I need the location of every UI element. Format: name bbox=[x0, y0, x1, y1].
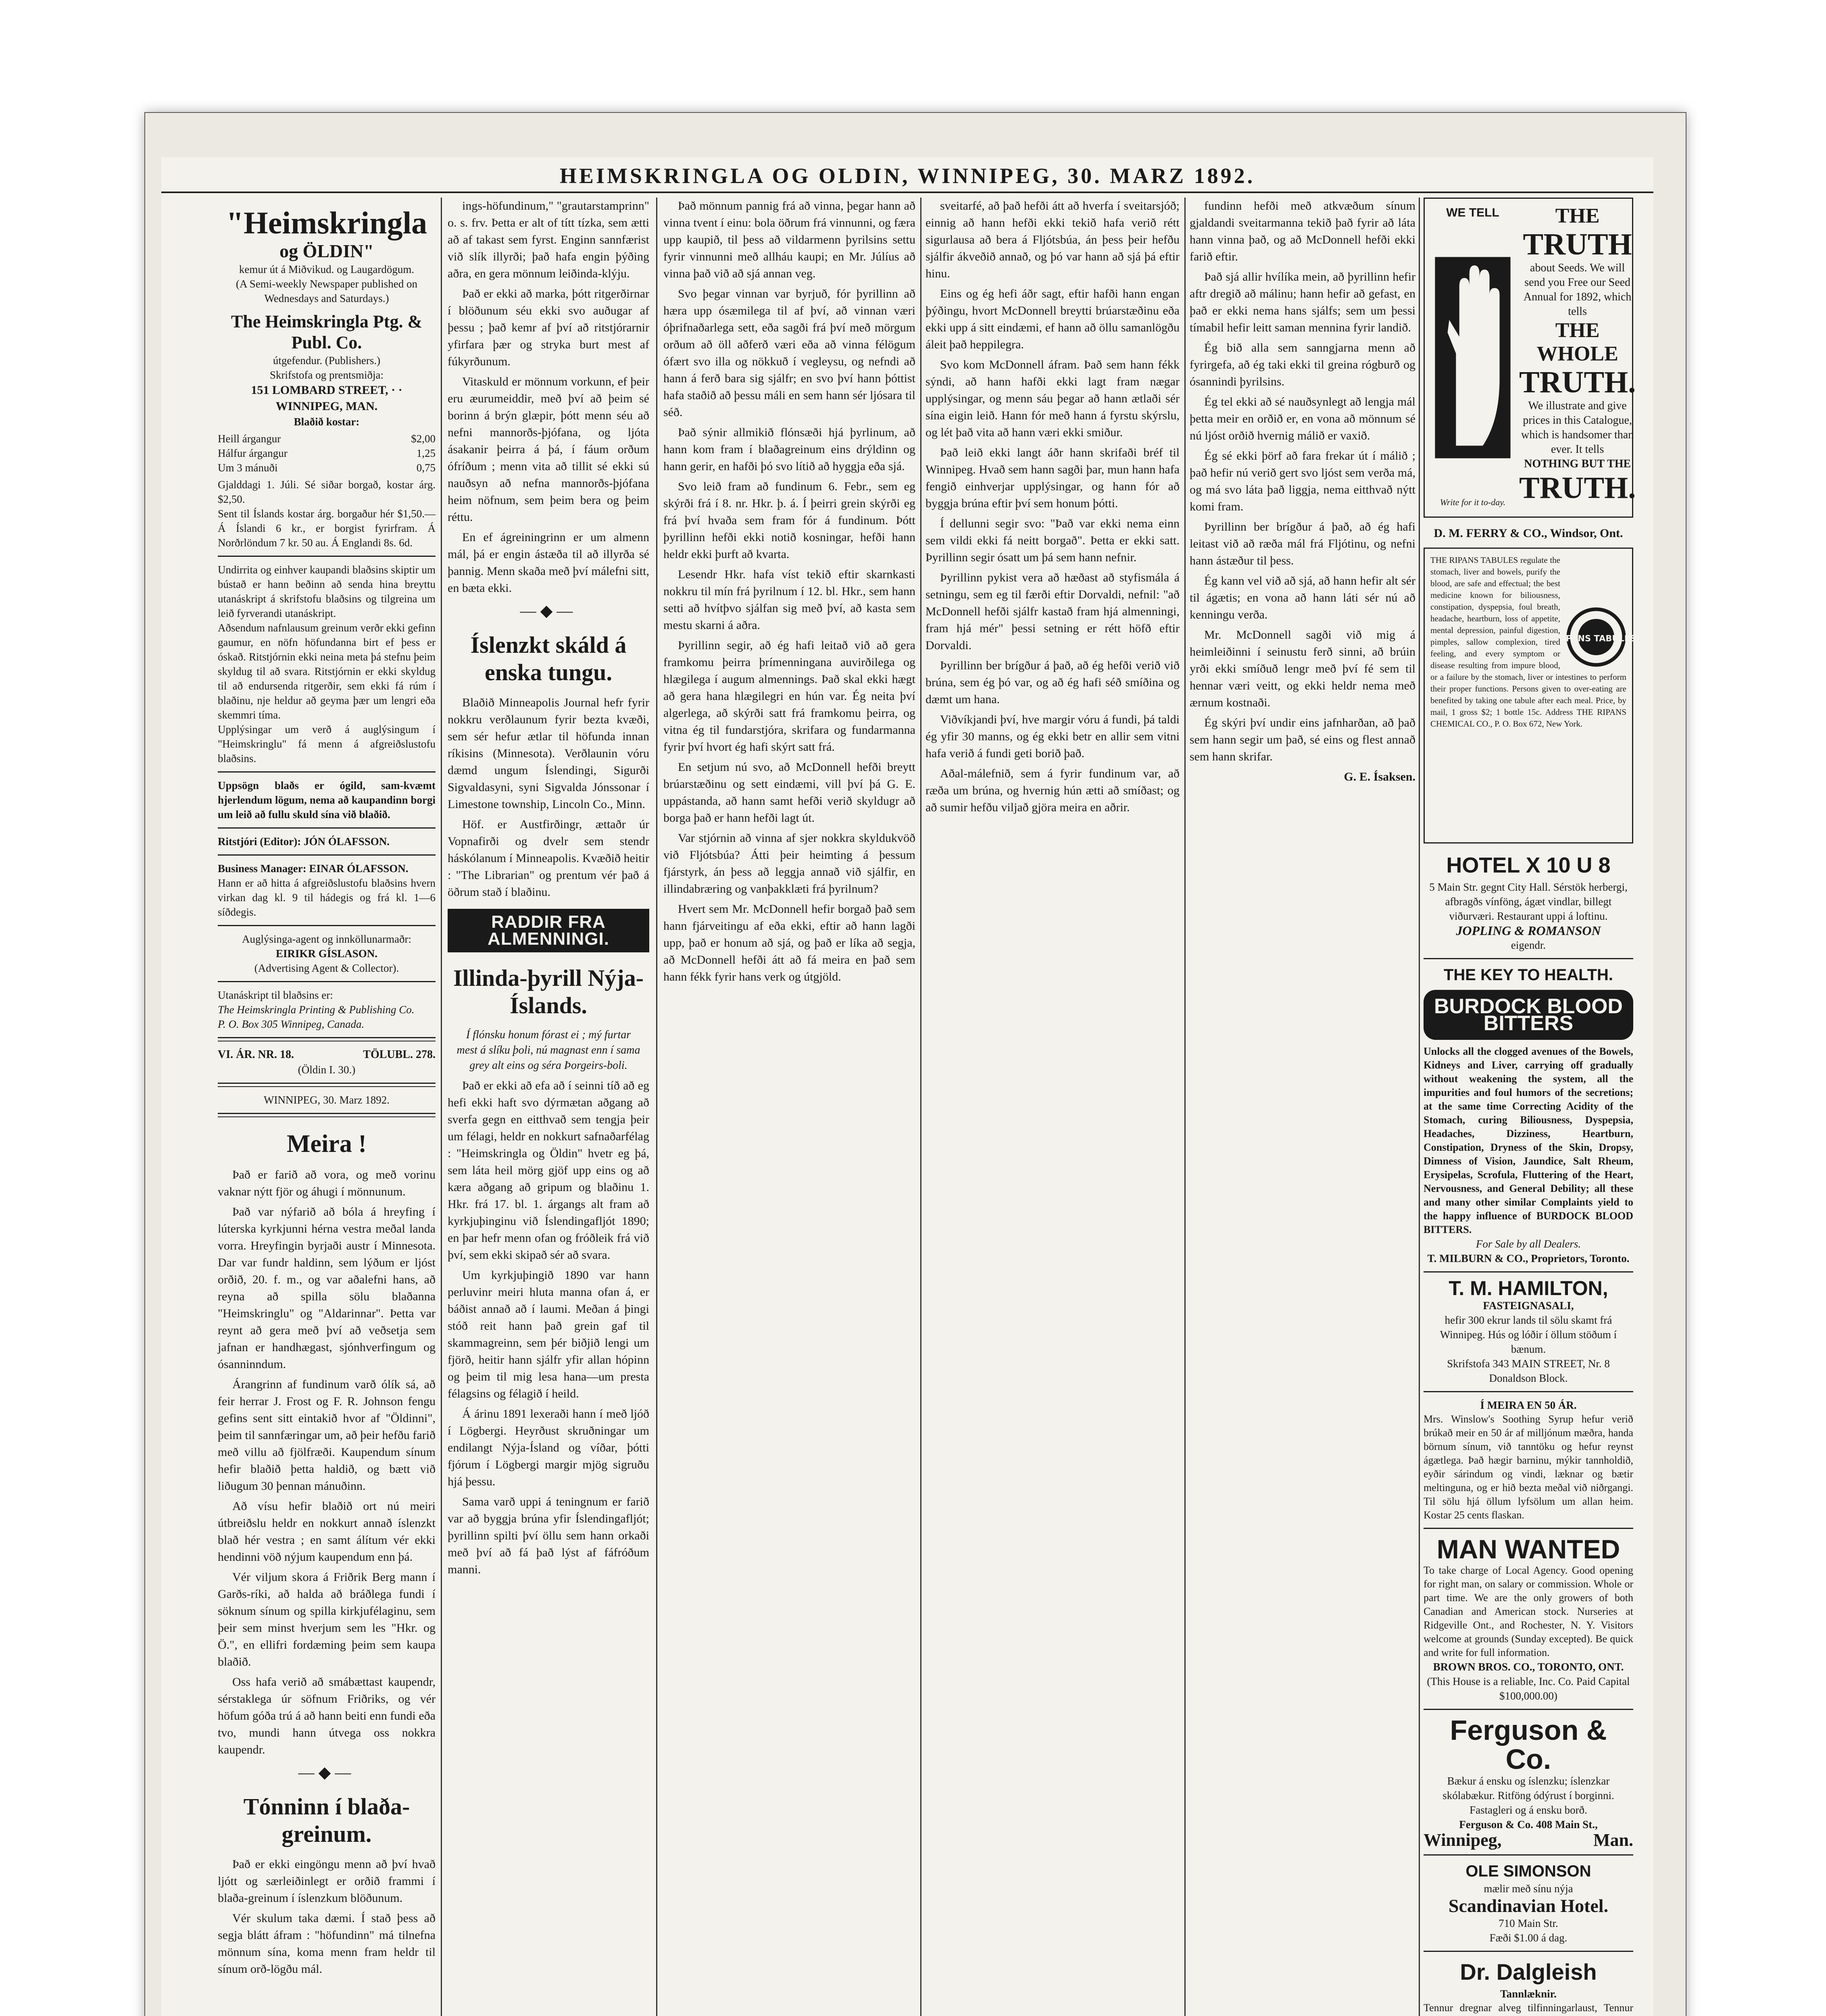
article-signature: G. E. Ísaksen. bbox=[1344, 770, 1415, 783]
ad-hotel-body: 5 Main Str. gegnt City Hall. Sérstök herbergi, afbragðs vínföng, ágæt vindlar, billegt viðurværi. Restaurant uppi á loftinu. bbox=[1429, 881, 1628, 922]
ripans-seal-icon bbox=[1556, 607, 1636, 667]
ads-notice: Upplýsingar um verð á auglýsingum í "Heimskringlu" fá menn á afgreiðslustofu blaðsins. bbox=[218, 723, 436, 764]
divider bbox=[218, 771, 436, 773]
ad-man-wanted-title: MAN WANTED bbox=[1436, 1534, 1620, 1564]
article-paragraph: Það sjá allir hvílíka mein, að þyrillinn hefir aftr dregið að málinu; hann hefir að gefast, en það er ekki nema hans sjálfs; sem um þessi tímabil hefir leitt saman mennina fyrir landið. bbox=[1190, 270, 1415, 334]
article-paragraph: Það er farið að vora, og með vorinu vaknar nýtt fjör og áhugi í mönnunum. bbox=[218, 1168, 436, 1198]
ad-meira-title: Í MEIRA EN 50 ÁR. bbox=[1480, 1399, 1577, 1411]
address-change-notice: Undirrita og einhver kaupandi blaðsins skiptir um bústað er hann beðinn að senda hina breyttu utanáskript á skrifstofu blaðsins og tilgreina um leið fyrverandi utanáskript. bbox=[218, 564, 436, 619]
article-paragraph: Svo þegar vinnan var byrjuð, fór þyrillinn að hæra upp ósæmilega til af því, að vinnan væri óþrifnaðarlega sett, eða sagði frá því með mörgum orðum að öll aðferð væri eða að vinna félögum ófært svo illa og nökkuð í vegleysu, og nefndi að hann á ferð bara sig sjálfr; en svo því hann þóttist hafa staðið að þessu máli en sem hann sér ljósara til séð. bbox=[663, 287, 915, 419]
ad-simonson-price: Fæði $1.00 á dag. bbox=[1489, 1932, 1568, 1944]
manager-hours: Hann er að hitta á afgreiðslustofu blaðsins hvern virkan dag kl. 9 til hádegis og frá kl. 1—6 síðdegis. bbox=[218, 877, 436, 918]
cancellation-notice: Uppsögn blaðs er ógild, sam-kvæmt hjerlendum lögum, nema að kaupandinn borgi um leið að fullu skuld sína við blaðið. bbox=[218, 779, 436, 821]
ad-hotel-title: HOTEL X 10 U 8 bbox=[1446, 853, 1611, 877]
ad-ripans-text: THE RIPANS TABULES regulate the stomach, liver and bowels, purify the blood, are safe and effectual; the best medicine known for biliousness, constipation, dyspepsia, foul breath, headache, heartburn, loss of appetite, mental depression, painful digestion, pimples, sallow complexion, tired feeling, and every symptom or disease resulting from impure blood, or a failure by the stomach, liver or intestines to perform their proper functions. Persons given to over-eating are benefited by taking one tabule after each meal. Price, by mail, 1 gross $2; 1 bottle 15c. Address THE RIPANS CHEMICAL CO., P. O. Box 672, New York. bbox=[1430, 555, 1626, 729]
divider bbox=[1424, 958, 1633, 959]
article-headline-illinda: Illinda-þyrill Nýja-Íslands. bbox=[453, 965, 644, 1018]
divider bbox=[1424, 1709, 1633, 1710]
price-label: Blaðið kostar: bbox=[294, 416, 360, 428]
ad-we-tell: WE TELL bbox=[1446, 206, 1499, 219]
issue-row bbox=[218, 1047, 436, 1062]
agent-label: Auglýsinga-agent og innköllunarmaðr: bbox=[242, 933, 411, 945]
article-headline-islenzkt: Íslenzkt skáld á enska tungu. bbox=[470, 632, 627, 685]
ad-simonson-hotel: Scandinavian Hotel. bbox=[1448, 1895, 1609, 1916]
article-paragraph: Lesendr Hkr. hafa víst tekið eftir skarnkasti nokkru til mín frá þyrilnum í 12. bl. Hkr., sem hann setti að hvítþvo sjálfan sig með því, að kasta sem mestu skarni á aðra. bbox=[663, 568, 915, 632]
divider bbox=[218, 925, 436, 926]
article-paragraph: Hvert sem Mr. McDonnell hefir borgað það sem hann fjárveitingu af eða ekki, eftir að hann lagði upp, það er honum að sjá, og það er líka að segja, að McDonnell hefði átt að fá meira en það sem hann fékk fyrir hans verk og útgjöld. bbox=[663, 902, 915, 983]
masthead-frequency-en: (A Semi-weekly Newspaper published on Wednesdays and Saturdays.) bbox=[236, 278, 417, 304]
article-paragraph: Ég tel ekki að sé nauðsynlegt að lengja mál þetta meir en orðið er, en vona að mönnum sé nú ljóst orðið hvernig málið er vaxið. bbox=[1190, 395, 1415, 442]
mail-line-1: The Heimskringla Printing & Publishing Co. bbox=[218, 1004, 415, 1016]
ad-hamilton-name: T. M. HAMILTON, bbox=[1449, 1277, 1608, 1300]
agent-name: EIRIKR GÍSLASON. bbox=[275, 948, 378, 960]
svg-text:RIPANS TABULES: RIPANS TABULES bbox=[1556, 633, 1636, 644]
article-paragraph: Mr. McDonnell sagði við mig á heimleiðinni í seinustu ferð sinni, að brúin yrði ekki smíðuð lengr með því fé sem til hennar væri veitt, og ekki heldr nema með ærnum kostnaði. bbox=[1190, 628, 1415, 709]
ad-ferry-seeds bbox=[1424, 198, 1636, 518]
article-paragraph: ings-höfundinum," "grautarstamprinn" o. s. frv. Þetta er alt of títt tízka, sem ætti að af takast sem fyrst. Enginn sannfærist við slík illyrði; það hafa engin þýðing aðra, en gera mönnum leiðinda-klýju. bbox=[448, 199, 649, 280]
column-1 bbox=[218, 198, 436, 2016]
article-paragraph: Blaðið Minneapolis Journal hefr fyrir nokkru verðlaunum fyrir bezta kvæði, sem sér hefur ætlar til höfunda innan ríkisins (Minnesota). Verðlaunin vóru dæmd ungum Íslendingi, Sigurði Sigvaldasyni, syni Sigvalda Jónssonar í Limestone township, Lincoln Co., Minn. bbox=[448, 696, 649, 811]
article-paragraph: Ég sé ekki þörf að fara frekar út í málið ; það hefir nú verið gert svo ljóst sem verða má, og má svo láta það liggja, nema eitthvað nýtt komi fram. bbox=[1190, 449, 1415, 513]
ad-ferguson-body: Bækur á ensku og íslenzku; íslenzkar skólabækur. Ritföng ódýrust í borginni. Fastagleri og á ensku borð. bbox=[1442, 1775, 1614, 1816]
dateline: WINNIPEG, 30. Marz 1892. bbox=[264, 1094, 390, 1106]
divider bbox=[218, 854, 436, 856]
article-paragraph: En ef ágreiningrinn er um almenn mál, þá er engin ástæða til að illyrða sé þannig. Menn skaða með því málefni sitt, en bæta ekki. bbox=[448, 531, 649, 595]
ad-truth-text: THE TRUTH about Seeds. We will send you Free our Seed Annual for 1892, which tells THE WHOLE TRUTH. We illustrate and give prices in this Catalogue, which is handsomer than ever. It tells NOTHING BUT THE TRUTH. bbox=[1519, 204, 1636, 505]
ad-hotel-owners-sub: eigendr. bbox=[1511, 939, 1546, 951]
article-headline-meira: Meira ! bbox=[287, 1130, 367, 1158]
article-paragraph: Árangrinn af fundinum varð ólík sá, að feir herrar J. Frost og F. R. Johnson fengu gefins sent sitt eintakið hvor af "Öldinni", þeim til sannfæringar um, að þeir hefðu farið með villu að fjölfræði. Kaupendum sínum hefir blaðið þetta haldið, og bætt við liðugum 30 þennan mánuðinn. bbox=[218, 1378, 436, 1493]
issue-sub: (Öldin I. 30.) bbox=[298, 1064, 356, 1076]
ad-man-wanted-note: (This House is a reliable, Inc. Co. Paid Capital $100,000.00) bbox=[1427, 1675, 1630, 1702]
column-rule bbox=[920, 198, 921, 2016]
ad-hamilton-body: hefir 300 ekrur lands til sölu skamt frá Winnipeg. Hús og lóðir í öllum stöðum í bænum. bbox=[1440, 1314, 1617, 1355]
ad-key-to-health: THE KEY TO HEALTH. bbox=[1443, 966, 1613, 984]
ad-hand-illustration bbox=[1430, 204, 1515, 511]
article-paragraph: Þyrillinn ber brígður á það, að ég hafi leitast við að ræða mál frá Fljótinu, og nefni hann ástæður til þess. bbox=[1190, 520, 1415, 567]
ad-man-wanted-body: To take charge of Local Agency. Good opening for right man, on salary or commission. Whole or part time. We are the only growers of both Canadian and American stock. Nurseries at Ridgeville Ont., and Rochester, N. Y. Visitors welcome at grounds (Sunday excepted). Be quick and write for full information. bbox=[1424, 1564, 1633, 1658]
article-paragraph: Á árinu 1891 lexeraði hann í með ljóð í Lögbergi. Heyrðust skruðningar um endilangt Nýja-Ísland og víðar, þótti fjórum í Lögbergi margir mjög sigruðu hjá þessu. bbox=[448, 1407, 649, 1488]
divider bbox=[218, 827, 436, 829]
article-paragraph: Aðal-málefnið, sem á fyrir fundinum var, að ræða um brúna, og hvernig hún ætti að smíðast; og að sumir hefðu viljað gjöra meira en aðrir. bbox=[926, 767, 1180, 814]
article-paragraph: Það er ekki að efa að í seinni tíð að eg hefi ekki haft svo dýrmætan aðgang að sverfa gegn en eitthvað sem tengja þeir um félagi, heldr en nokkurt safnaðarfélag : "Heimskringla og Öldin" hvetr eg þá, sem láta heil mörg gjöf upp eins og að kæra aðgang að gripum og blaðinu 1. Hkr. frá 17. bl. 1. árgangs alt fram að kyrkjuþinginu við Íslendingafljót 1890; en þar hefr menn ofan og fróðleik frá við því, sem ekki skipað sér að svara. bbox=[448, 1079, 649, 1262]
masthead-subtitle: og ÖLDIN" bbox=[279, 241, 374, 261]
column-rule bbox=[441, 198, 442, 2016]
divider bbox=[1424, 1271, 1633, 1272]
price-row: Hálfur árgangur 1,25 bbox=[218, 447, 436, 459]
column-rule bbox=[1184, 198, 1186, 2016]
article-paragraph: Ég skýri því undir eins jafnharðan, að það sem hann segir um það, sé eins og flest annað sem hann skrifar. bbox=[1190, 716, 1415, 763]
ad-hamilton-address: Skrifstofa 343 MAIN STREET, Nr. 8 Donaldson Block. bbox=[1447, 1358, 1610, 1384]
divider bbox=[218, 981, 436, 982]
abroad-terms: Sent til Íslands kostar árg. borgaður hér $1,50.—Á Íslandi 6 kr., er borgist fyrirfram. Á Norðrlöndum 7 kr. 50 au. Á Englandi 8s. 6d. bbox=[218, 508, 436, 549]
ad-bitters-logo: BURDOCK BLOOD BITTERS bbox=[1424, 990, 1633, 1040]
ad-hamilton bbox=[1424, 1278, 1633, 1385]
ad-man-wanted-maker: BROWN BROS. CO., TORONTO, ONT. bbox=[1433, 1661, 1624, 1673]
article-paragraph: Að vísu hefir blaðið ort nú meiri útbreiðslu heldr en nokkurt annað íslenzkt blað hér vestra ; en samt álítum vér ekki hendinni vöð nýjum kaupendum enn þá. bbox=[218, 1500, 436, 1564]
running-head: HEIMSKRINGLA OG OLDIN, WINNIPEG, 30. MARZ 1892. bbox=[161, 163, 1653, 193]
column-6-ads bbox=[1424, 198, 1636, 2016]
divider bbox=[218, 1037, 436, 1041]
ad-write-today: Write for it to-day. bbox=[1440, 497, 1506, 507]
article-paragraph: Eins og ég hefi áðr sagt, eftir hafði hann engan þýðingu, hvort McDonnell breytti brúarstæðinu eða ekki upp á sitt eindæmi, ef hann að öllu samanlögðu áleit það heppilegra. bbox=[926, 287, 1180, 351]
ad-simonson-sub: mælir með sínu nýja bbox=[1484, 1883, 1573, 1895]
ad-bitters-body: Unlocks all the clogged avenues of the Bowels, Kidneys and Liver, carrying off gradually without weakening the system, all the impurities and foul humors of the secretions; at the same time Correcting Acidity of the Stomach, curing Biliousness, Dyspepsia, Headaches, Dizziness, Heartburn, Constipation, Dryness of the Skin, Dropsy, Dimness of Vision, Jaundice, Salt Rheum, Erysipelas, Scrofula, Fluttering of the Heart, Nervousness, and General Debility; all these and many other similar Complaints yield to the happy influence of BURDOCK BLOOD BITTERS. bbox=[1424, 1045, 1633, 1235]
agent-sub: (Advertising Agent & Collector). bbox=[254, 962, 399, 974]
office-address: 151 LOMBARD STREET, · · WINNIPEG, MAN. bbox=[251, 383, 402, 413]
divider bbox=[1424, 1951, 1633, 1952]
column-3 bbox=[663, 198, 915, 2016]
article-paragraph: Vér viljum skora á Friðrik Berg mann í Garðs-ríki, að halda að bráðlega fundi í söknum sínum og spilla kirkjufélaginu, sem þeir sem minst hverjum sem les "Hkr. og Ö.", en ellifri fordæming þeim sem kaupa blaðið. bbox=[218, 1570, 436, 1668]
article-paragraph: Það er ekki eingöngu menn að því hvað ljótt og særleiðinlegt er orðið frammi í blaða-greinum í íslenzkum blöðunum. bbox=[218, 1858, 436, 1905]
column-4 bbox=[926, 198, 1180, 2016]
section-banner: RADDIR FRA ALMENNINGI. bbox=[448, 909, 649, 952]
price-row: Heill árgangur $2,00 bbox=[218, 433, 436, 445]
article-paragraph: Sama varð uppi á teningnum er farið var að byggja brúna yfir Íslendingafljót; þyrillinn spilti því öllu sem hann orkaði með því að fá það lýst af fáfróðum manni. bbox=[448, 1495, 649, 1576]
article-paragraph: Oss hafa verið að smábættast kaupendr, sérstaklega úr söfnum Friðriks, og vér höfum góða trú á að hann beiti enn fundi eða tvo, mundi hann útvega oss nokkra kaupendr. bbox=[218, 1675, 436, 1756]
ad-hotel bbox=[1424, 851, 1633, 952]
price-row: Um 3 mánuði 0,75 bbox=[218, 462, 436, 474]
raised-hand-icon bbox=[1430, 253, 1515, 462]
article-paragraph: Viðvíkjandi því, hve margir vóru á fundi, þá taldi ég yfir 30 manns, og ég ekki betr en allir sem vitni hafa verið á fundi geti borið það. bbox=[926, 713, 1180, 760]
ornament-divider: —◆— bbox=[520, 602, 577, 620]
ad-hotel-owners: JOPLING & ROMANSON bbox=[1456, 923, 1601, 938]
issue-number: TÖLUBL. 278. bbox=[363, 1048, 436, 1061]
ad-ferguson-city-row: Winnipeg, Man. bbox=[1424, 1830, 1633, 1850]
ad-dalgleish-sub: Tannlæknir. bbox=[1500, 1988, 1557, 2000]
ad-ferguson-name: Ferguson & Co. bbox=[1450, 1714, 1607, 1775]
article-paragraph: Ég kann vel við að sjá, að hann hefir alt sér til ágætis; en vona að hann láti sér nú að kenningu verða. bbox=[1190, 574, 1415, 621]
ad-ferguson-address: Ferguson & Co. 408 Main St., bbox=[1459, 1818, 1598, 1831]
ad-ferry-address: D. M. FERRY & CO., Windsor, Ont. bbox=[1434, 527, 1623, 540]
manager-line: Business Manager: EINAR ÓLAFSSON. bbox=[218, 862, 409, 875]
publisher-sub: útgefendur. (Publishers.) bbox=[273, 354, 381, 367]
article-paragraph: Um kyrkjuþingið 1890 var hann perluvinr meiri hluta manna ofan á, er báðist annað að í laumi. Meðan á þingi stóð reit hann það grein gaf til skammagreinn, sem þér biðjið lengi um fjörð, heitir hann sjálfr yfir allan hópinn og þeim til mig lesa hana—um presta félagsins og félagið í heild. bbox=[448, 1268, 649, 1400]
masthead-frequency: kemur út á Miðvikud. og Laugardögum. bbox=[239, 263, 415, 275]
article-paragraph: Svo kom McDonnell áfram. Það sem hann fékk sýndi, að hann hafði ekki lagt fram nægar upplýsingar, og menn sáu þegar að hann ætlaði sér sína eigin leið. Hann fór með hann á fyrstu skýrslu, og lét það vita að hann væri ekki smiður. bbox=[926, 358, 1180, 439]
publisher-name: The Heimskringla Ptg. & Publ. Co. bbox=[231, 312, 423, 352]
article-paragraph: Það sýnir allmikið flónsæði hjá þyrlinum, að hann kom fram í blaðagreinum eins drýldinn og hann gerir, en hafði þó svo lítið að hyggja eða sjá. bbox=[663, 426, 915, 473]
article-paragraph: Í dellunni segir svo: "Það var ekki nema einn sem vildi ekki fá neitt borgað". Þetta er ekki satt. Þyrillinn segir ósatt um þá sem hann nefnir. bbox=[926, 517, 1180, 564]
divider bbox=[218, 556, 436, 557]
ad-ferguson bbox=[1424, 1716, 1633, 1849]
ad-burdock-bitters bbox=[1424, 965, 1633, 1266]
editor-line: Ritstjóri (Editor): JÓN ÓLAFSSON. bbox=[218, 835, 390, 848]
article-paragraph: En setjum nú svo, að McDonnell hefði breytt brúarstæðinu og sett eindæmi, vill því þá G. E. uppástanda, að hann samt hefði verið skyldugr að borga það er hann hefði lagt út. bbox=[663, 760, 915, 825]
article-paragraph: Ég bið alla sem sanngjarna menn að fyrirgefa, að ég taki ekki til greina rógburð og ósannindi þyrilsins. bbox=[1190, 341, 1415, 388]
divider bbox=[218, 1083, 436, 1087]
ad-meira-body: Mrs. Winslow's Soothing Syrup hefur verið brúkað meir en 50 ár af milljónum mæðra, handa börnum sínum, við tanntöku og hefur reynst ágætlega. Það hægir barninu, mýkir tannholdið, eyðir sárindum og vindi, læknar og bætir meltinguna, og er hið bezta meðal við niðrgangi. Til sölu hjá öllum lyfsölum um allan heim. Kostar 25 cents flaskan. bbox=[1424, 1413, 1633, 1521]
article-paragraph: Þyrillinn segir, að ég hafi leitað við að gera framkomu þeirra þrímenningana auvirðilega og hlægilega í augum almennings. Það skal ekki hægt að gera hana hlægilegri en hún var. Ég neita því algerlega, að skýrði satt frá framkomu þeirra, og vitna ég til fundarstjóra, skrifara og fundarmanna fyrir því hvort ég hafi skýrt satt frá. bbox=[663, 639, 915, 754]
mail-label: Utanáskript til blaðsins er: bbox=[218, 989, 333, 1001]
article-paragraph: Það mönnum pannig frá að vinna, þegar hann að vinna tvent í einu: bola öðrum frá vinnunni, og færa upp kaupið, til þess að vildarmenn þyrilsins settu fyrir vinnunni með allháu kaupi; en Mr. Júlíus að vinna það við að sjá annan veg. bbox=[663, 199, 915, 280]
column-5 bbox=[1190, 198, 1415, 2016]
price-table bbox=[218, 431, 436, 475]
ad-simonson-address: 710 Main Str. bbox=[1499, 1917, 1558, 1929]
column-rule bbox=[1419, 198, 1420, 2016]
divider bbox=[218, 1113, 436, 1117]
article-paragraph: Það er ekki að marka, þótt ritgerðirnar í blöðunum séu ekki svo auðugar af þessu ; það kemr af því að ritstjórarnir yfirfara þær og stryka burt mest af fúkyrðunum. bbox=[448, 287, 649, 368]
article-paragraph: Vitaskuld er mönnum vorkunn, ef þeir eru æurumeiddir, með því að þeim sé borinn á brýn glæpir, þótt menn séu að nefni mannorðs-þjófana, og ljóta ásakanir þeirra á þá, í fáum orðum ófríðum ; menn vita að tillit sé ekki sú nauðsyn að nefna mannorðs-þjófana heim nöfnum, sem þeim bera og þeim réttu. bbox=[448, 375, 649, 524]
ad-dalgleish-name: Dr. Dalgleish bbox=[1460, 1959, 1597, 1985]
article-paragraph: fundinn hefði með atkvæðum sínum gjaldandi sveitarmanna tekið það fyrir að láta hann vinna það, og að McDonnell hefði ekki farið eftir. bbox=[1190, 199, 1415, 263]
article-paragraph: sveitarfé, að það hefði átt að hverfa í sveitarsjóð; einnig að hann hefði ekki tekið hafa verið rétt sigurlausa að bera á Fljótsbúa, án þess þeir hefðu sjálfir ákveðið annað, og þó var hann að sjá þá eftir hinu. bbox=[926, 199, 1180, 280]
masthead-title: "Heimskringla bbox=[226, 205, 427, 240]
article-paragraph: Svo leið fram að fundinum 6. Febr., sem eg skýrði frá í 8. nr. Hkr. þ. á. Í þeirri grein skýrði eg frá því hvaða sem fram fór á fundinum. Þótt þyrillinn hefði ekki notið kosningar, hefði hann heldr ekki þurft að kvarta. bbox=[663, 480, 915, 561]
article-paragraph: Það leið ekki langt áðr hann skrifaði bréf til Winnipeg. Hvað sem hann sagði þar, mun hann hafa fengið einhverjar upplýsingar, og hann fór að byggja brúna eftir því sem honum þótti. bbox=[926, 446, 1180, 510]
mail-line-2: P. O. Box 305 Winnipeg, Canada. bbox=[218, 1018, 365, 1030]
article-paragraph: Vér skulum taka dæmi. Í stað þess að segja blátt áfram : "höfundinn" má tilnefna mönnum sína, koma menn fram heldr til sínum orð-lögðu mál. bbox=[218, 1912, 436, 1976]
article-headline-tonninn: Tónninn í blaða-greinum. bbox=[243, 1793, 410, 1847]
payment-terms: Gjalddagi 1. Júli. Sé siðar borgað, kostar árg. $2,50. bbox=[218, 479, 436, 505]
ad-hamilton-sub: FASTEIGNASALI, bbox=[1483, 1300, 1574, 1312]
divider bbox=[1424, 1391, 1633, 1392]
masthead bbox=[218, 206, 436, 429]
ad-bitters-sale: For Sale by all Dealers. bbox=[1476, 1238, 1581, 1250]
ornament-divider: —◆— bbox=[298, 1763, 355, 1781]
divider bbox=[1424, 1854, 1633, 1856]
article-paragraph: Þyrillinn ber brígður á það, að ég hefði verið við brúna, sem ég þó var, og að ég hafi séð smíðina og dæmt um hana. bbox=[926, 659, 1180, 706]
ad-meira-en-50 bbox=[1424, 1398, 1633, 1522]
office-label: Skrifstofa og prentsmiðja: bbox=[270, 369, 384, 381]
article-paragraph: Var stjórnin að vinna af sjer nokkra skyldukvöð við Fljótsbúa? Átti þeir heimting á þessum fjárstyrk, án þess að leggja annað við sjálfir, en illindabræring og vanþakklæti frá þyrilnum? bbox=[663, 831, 915, 896]
ad-dalgleish bbox=[1424, 1958, 1633, 2016]
column-rule bbox=[656, 198, 657, 2016]
ad-man-wanted bbox=[1424, 1535, 1633, 1703]
ad-ripans-tabules bbox=[1424, 548, 1636, 843]
article-paragraph: Það var nýfarið að bóla á hreyfing í lúterska kyrkjunni hérna vestra meðal landa vorra. Hreyfingin byrjaði austr í Minnesota. Dar var fundr haldinn, sem lýðum er ljóst orðið, 20. f. m., og var aðalefni hans, að reyna að spilla sölu blaðanna "Heimskringlu" og "Aldarinnar". Þetta var reynt að gera með því að veðsetja sem jafnan er handhægast, sjónhverfingum og ósanninndum. bbox=[218, 1205, 436, 1371]
ad-simonson-name: OLE SIMONSON bbox=[1465, 1862, 1591, 1880]
verse-epigraph: Í flónsku honum fórast ei ; mý furtar mest á slíku þoli, nú magnast enn í sama grey alt eins og séra Þorgeirs-boli. bbox=[456, 1029, 640, 1072]
article-paragraph: Þyrillinn pykist vera að hæðast að styfismála á setningu, sem eg til færði eftir Dorvaldi, nefnil: "að McDonnell hefði sjálfr kastað fram hjá almenningi, fram hjá mér" þessi setning er rétt höfð eftir Dorvaldi. bbox=[926, 571, 1180, 652]
column-2 bbox=[448, 198, 649, 2016]
article-paragraph: Höf. er Austfirðingr, ættaðr úr Vopnafirði og dvelr sem stendr háskólanum í Minneapolis. Kvæðið heitir : "The Librarian" og prentum vér það á öðrum stað í blaðinu. bbox=[448, 818, 649, 899]
ad-dalgleish-body: Tennur dregnar alveg tilfinningarlaust, Tennur bbox=[1424, 2002, 1633, 2014]
ad-bitters-maker: T. MILBURN & CO., Proprietors, Toronto. bbox=[1427, 1252, 1630, 1264]
volume-number: VI. ÁR. NR. 18. bbox=[218, 1048, 294, 1061]
divider bbox=[1424, 1528, 1633, 1529]
ad-simonson bbox=[1424, 1861, 1633, 1945]
articles-notice: Aðsendum nafnlausum greinum verðr ekki gefinn gaumur, en nöfn höfundanna birt ef þess er óskað. Ritstjórnin ekki neina meta þá stefnu þeim skyldug til að svara. Ritstjórnin er ekki skyldug til að endursenda ritgerðir, sem ekki fá rúm í blaðinu, nje heldur að geyma þær um lengri eða skemmri tíma. bbox=[218, 622, 436, 721]
